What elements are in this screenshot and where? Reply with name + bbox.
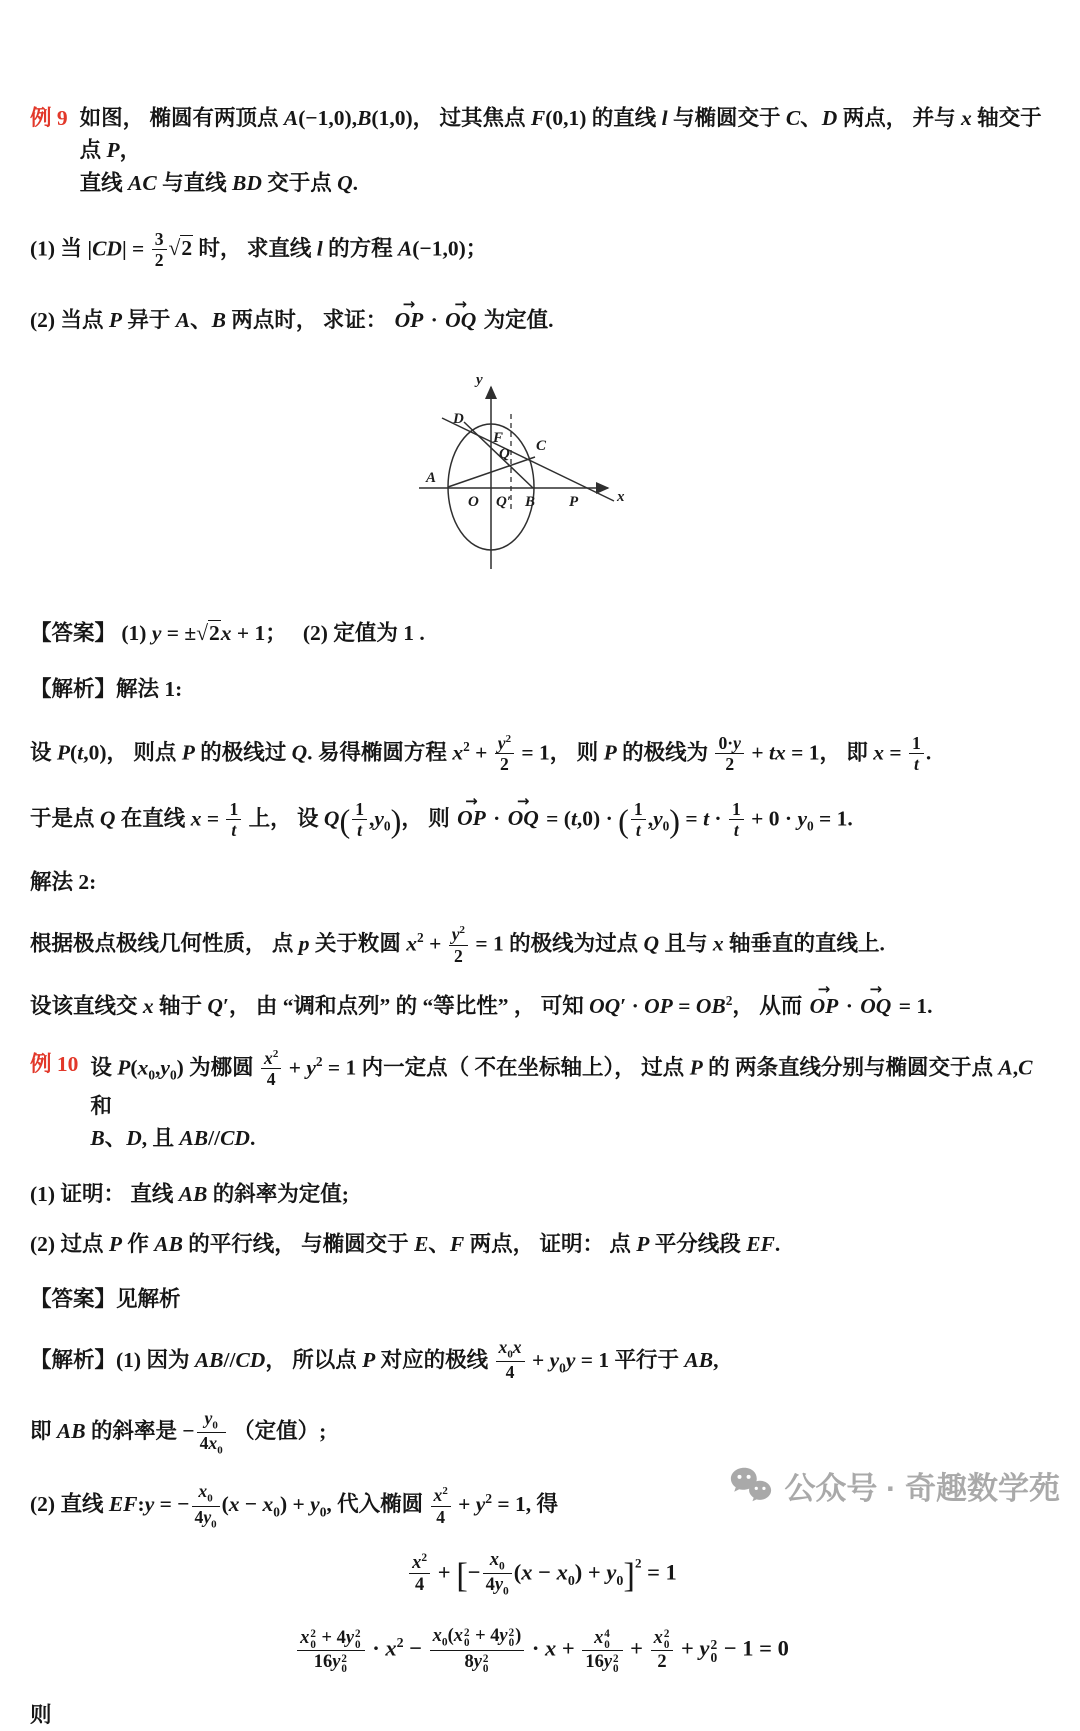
example-tag: 例 10 [30,1052,79,1077]
label-C: C [536,437,547,454]
ex10-analysis-line2: 即 AB 的斜率是 − $\frac{y_0}{4x_0}$ （定值）; [30,1408,327,1457]
label-P: P [569,493,579,510]
ex9-figure [30,367,1054,587]
ex9-sol2-line2: 设该直线交 x 轴于 Q′， 由 “调和点列” 的 “等比性” ， 可知 OQ′ · OP = $OB^2$， 从而 OP → · OQ → = 1. [30,990,1054,1022]
ex10-equation-1: $\frac{x^2}{4}$ + [− $\frac{x_0}{4y_0}$ $(x - x_0) + y_0]^2 = 1$ [30,1549,1054,1600]
label-y: y [476,371,483,388]
ex9-problem: 例 9 如图， 椭圆有两顶点 A(−1,0),B(1,0)， 过其焦点 F(0,1) 的直线 l 与椭圆交于 C、D 两点， 并与 x 轴交于点 P， 直线 AC 与直线 BD 交于点 Q. [30,102,1054,199]
ex10-item-2: (2) 过点 P 作 AB 的平行线， 与椭圆交于 E、F 两点， 证明： 点 P 平分线段 EF. [30,1232,781,1257]
label-D: D [453,410,464,427]
ex9-sol1-line1: 设 P(t,0)， 则点 P 的极线过 Q. 易得椭圆方程 $x^2$ + $\frac{y^2}{2}$ = 1， 则 P 的极线为 $\frac{0\cdot y}{2}$ + tx = 1， 即 x = $\frac{1}{t}$ . [30,733,932,775]
ex9-item-1: (1) 当 |CD| = $\frac{3}{2}$ √ 2 时， 求直线 l 的方程 A(−1,0)； [30,229,1054,271]
ex9-sol2-head: 解法 2: [30,870,97,895]
ex9-item-2: (2) 当点 P 异于 A、B 两点时， 求证： OP → · OQ → 为定值. [30,304,1054,336]
watermark [728,1462,1060,1508]
label-Q: Q [499,445,510,462]
ex10-answer: 【答案】见解析 [30,1286,181,1311]
label-B: B [525,493,536,510]
watermark-text: 公众号 · 奇趣数学苑 [784,1470,1060,1506]
ex10-equation-2: x 2 0 + 4y 2 0 16y 2 0 · $x^2$ − $x_0(x$ 2 0 + 4y 2 0 ) 8y 2 0 · x + x 4 0 16y 2 0 + x 2 0 2 + y 2 0 − 1 = 0 [30,1625,1054,1674]
ex9-answer: 【答案】 (1) y = ± √ 2x + 1； (2) 定值为 1 . [30,617,1054,649]
ex10-problem: 例 10 设 $P(x_0,y_0)$ 为梛圆 $\frac{x^2}{4}$ + $y^2 = 1$ 内一定点（ 不在坐标轴上）， 过点 P 的 两条直线分别与椭圆交于点 A,C 和 B、D, 且 AB//CD. [30,1048,1033,1150]
ex10-item-1: (1) 证明： 直线 AB 的斜率为定值; [30,1182,349,1207]
ex10-then: 则 [30,1702,52,1727]
label-O: O [468,493,479,510]
label-x: x [617,488,625,505]
example-tag: 例 9 [30,106,68,130]
wechat-icon [728,1462,774,1508]
ex10-analysis-line3: (2) 直线 EF:y = − $\frac{x_0}{4y_0}$ $(x - x_0) + y_0$, 代入椭圆 $\frac{x^2}{4}$ + $y^2 = 1$, 得 [30,1481,559,1531]
label-F: F [493,429,504,446]
label-Q-prime: Q′ [496,493,512,510]
ex9-sol1-line2: 于是点 Q 在直线 x = $\frac{1}{t}$ 上， 设 Q( $\frac{1}{t}$ $,y_0$)， 则 OP → · OQ → = (t,0) · ( $\frac{1}{t}$ $,y_0) = t$ · $\frac{1}{t}$ + $0 \cdot y_0 = 1$. [30,799,1054,841]
ex10-analysis-line1: 【解析】(1) 因为 AB//CD， 所以点 P 对应的极线 $\frac{x_0x}{4}$ + $y_0y = 1$ 平行于 AB, [30,1336,719,1382]
ellipse-figure [392,367,692,582]
ex9-analysis-head: 【解析】解法 1: [30,676,183,701]
ex9-sol2-line1: 根据极点极线几何性质， 点 p 关于敉圆 $x^2$ + $\frac{y^2}{2}$ = 1 的极线为过点 Q 且与 x 轴垂直的直线上. [30,924,885,966]
label-A: A [426,469,437,486]
